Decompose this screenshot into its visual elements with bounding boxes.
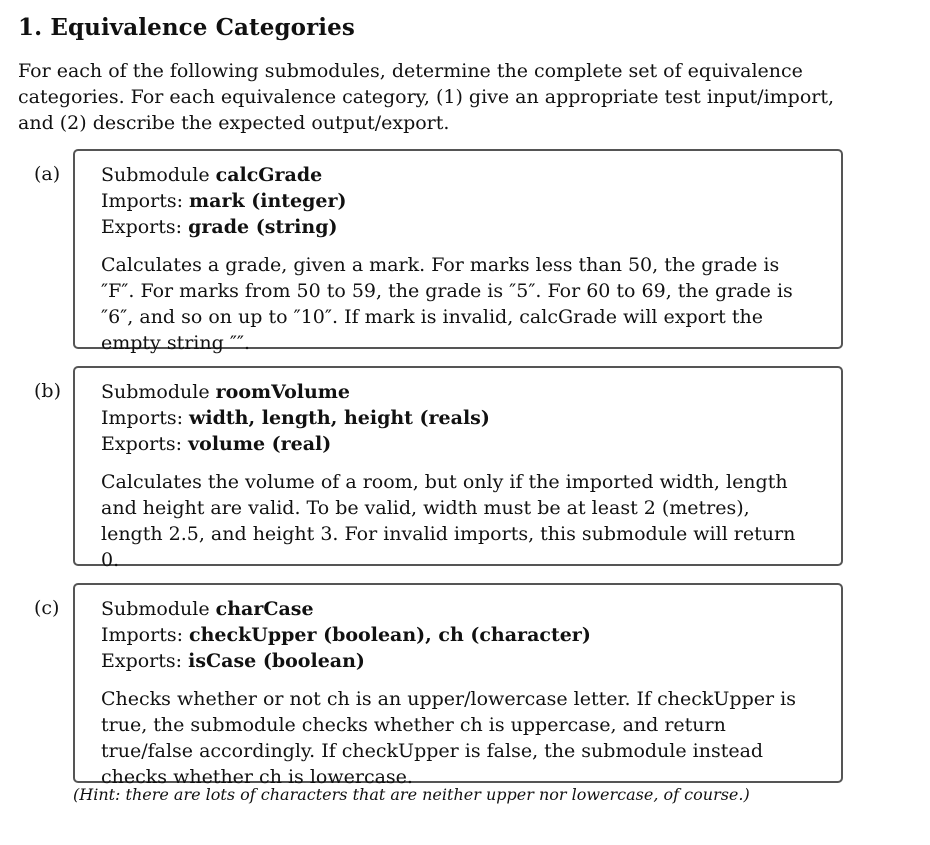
submodule-prefix: Submodule xyxy=(101,598,216,620)
submodule-name: calcGrade xyxy=(215,164,323,186)
imports-line xyxy=(101,622,817,648)
submodule-prefix: Submodule xyxy=(101,164,216,186)
submodule-name: roomVolume xyxy=(215,381,350,403)
exports-prefix: Exports: xyxy=(101,433,189,455)
imports-prefix: Imports: xyxy=(101,407,190,429)
imports-value: mark (integer) xyxy=(189,190,347,212)
submodule-prefix: Submodule xyxy=(101,381,216,403)
exports-line xyxy=(101,214,817,240)
submodule-line xyxy=(101,162,817,188)
submodule-box-charcase xyxy=(73,583,843,788)
submodule-description: Calculates a grade, given a mark. For marks less than 50, the grade is ″F″. For marks from 50 to 59, the grade is ″5″. For 60 to 69, the grade is ″6″, and so on up to ″10″. If mark is invalid, calcGrade will export the empty string ″″. xyxy=(101,254,793,354)
imports-line xyxy=(101,188,817,214)
exports-line xyxy=(101,648,817,674)
item-label: (c) xyxy=(34,597,60,619)
imports-line xyxy=(101,405,817,431)
exports-prefix: Exports: xyxy=(101,650,189,672)
exports-prefix: Exports: xyxy=(101,216,189,238)
exports-value: isCase (boolean) xyxy=(188,650,365,672)
submodule-name: charCase xyxy=(215,598,314,620)
submodule-description: Checks whether or not ch is an upper/lowercase letter. If checkUpper is true, the submodule checks whether ch is uppercase, and return true/false accordingly. If checkUpper is false, the submodule instead checks whether ch is lowercase. xyxy=(101,688,796,788)
submodule-line xyxy=(101,379,817,405)
document-page xyxy=(18,12,918,804)
exports-line xyxy=(101,431,817,457)
item-label: (b) xyxy=(34,380,61,402)
submodule-description: Calculates the volume of a room, but only if the imported width, length and height are valid. To be valid, width must be at least 2 (metres), length 2.5, and height 3. For invalid imports, this submodule will return 0. xyxy=(101,471,796,571)
submodule-line xyxy=(101,596,817,622)
section-title: 1. Equivalence Categories xyxy=(18,14,355,41)
exports-value: volume (real) xyxy=(188,433,332,455)
imports-value: checkUpper (boolean), ch (character) xyxy=(189,624,591,646)
exports-value: grade (string) xyxy=(188,216,338,238)
imports-value: width, length, height (reals) xyxy=(189,407,490,429)
item-label: (a) xyxy=(34,163,61,185)
section-intro: For each of the following submodules, determine the complete set of equivalence categories. For each equivalence category, (1) give an appropriate test input/import, and (2) describe the expected output/export. xyxy=(18,60,835,134)
hint-text: (Hint: there are lots of characters that are neither upper nor lowercase, of course.) xyxy=(73,785,750,804)
submodule-box-roomvolume xyxy=(73,366,843,571)
imports-prefix: Imports: xyxy=(101,190,190,212)
submodule-box-calcgrade xyxy=(73,149,843,354)
imports-prefix: Imports: xyxy=(101,624,190,646)
